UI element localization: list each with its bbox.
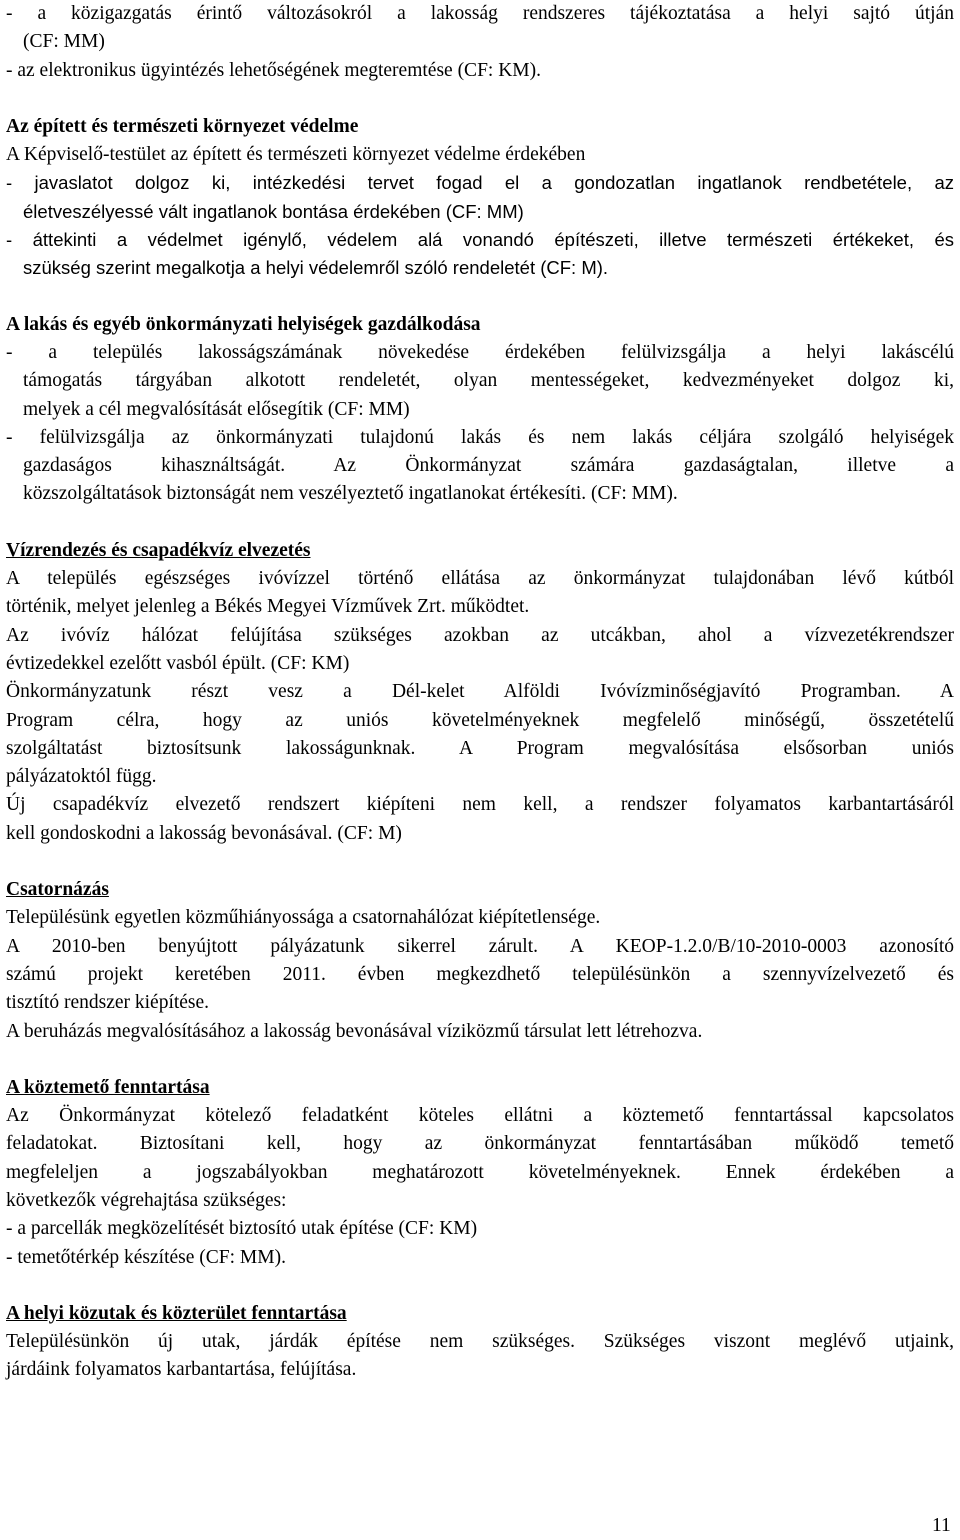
paragraph-line: szükség szerint megalkotja a helyi védelemről szóló rendeletét (CF: M). (23, 257, 609, 279)
intro-line-2: (CF: MM) (23, 31, 105, 53)
paragraph-line: - felülvizsgálja az önkormányzati tulajdonú lakás és nem lakás céljára szolgáló helyiségek (6, 426, 954, 448)
paragraph-line: Új csapadékvíz elvezető rendszert kiépíteni nem kell, a rendszer folyamatos karbantartásáról (6, 794, 954, 816)
paragraph-line: Településünk egyetlen közműhiányossága a csatornahálózat kiépítetlensége. (6, 907, 601, 929)
paragraph-line: A település egészséges ivóvízzel történő ellátása az önkormányzat tulajdonában lévő kútból (6, 568, 954, 590)
paragraph-line: szolgáltatást biztosítsunk lakosságunknak. A Program megvalósítása elsősorban uniós (6, 737, 954, 759)
section-title: A lakás és egyéb önkormányzati helyiségek gazdálkodása (6, 313, 481, 335)
intro-block (6, 0, 954, 85)
section-title: A köztemető fenntartása (6, 1076, 210, 1098)
paragraph-line: gazdaságos kihasználtságát. Az Önkormányzat számára gazdaságtalan, illetve a (23, 455, 954, 477)
paragraph-line: - javaslatot dolgoz ki, intézkedési tervet fogad el a gondozatlan ingatlanok rendbetétele, az (6, 172, 954, 194)
document-page (6, 0, 954, 1385)
paragraph-line: számú projekt keretében 2011. évben megkezdhető településünkön a szennyvízelvezető és (6, 963, 954, 985)
paragraph-line: életveszélyessé vált ingatlanok bontása érdekében (CF: MM) (23, 200, 524, 222)
intro-line-3: - az elektronikus ügyintézés lehetőségének megteremtése (CF: KM). (6, 59, 541, 81)
section-title: Csatornázás (6, 879, 109, 901)
intro-line-1: - a közigazgatás érintő változásokról a lakosság rendszeres tájékoztatása a helyi sajtó útján (6, 3, 954, 24)
paragraph-line: Az ivóvíz hálózat felújítása szükséges azokban az utcákban, ahol a vízvezetékrendszer (6, 624, 954, 646)
section-sewerage (6, 876, 954, 1046)
section-title: Az épített és természeti környezet védelme (6, 115, 359, 137)
paragraph-line: közszolgáltatások biztonságát nem veszélyeztető ingatlanokat értékesíti. (CF: MM). (23, 483, 678, 505)
paragraph-line: pályázatoktól függ. (6, 766, 157, 788)
paragraph-line: támogatás tárgyában alkotott rendeletét, olyan mentességeket, kedvezményeket dolgoz ki, (23, 370, 954, 392)
section-title: Vízrendezés és csapadékvíz elvezetés (6, 539, 311, 561)
paragraph-line: - temetőtérkép készítése (CF: MM). (6, 1246, 286, 1268)
paragraph-line: járdáink folyamatos karbantartása, felújítása. (6, 1359, 357, 1381)
paragraph-line: történik, melyet jelenleg a Békés Megyei Vízművek Zrt. működtet. (6, 596, 530, 618)
paragraph-line: kell gondoskodni a lakosság bevonásával. (CF: M) (6, 822, 402, 844)
section-environment (6, 113, 954, 283)
paragraph-line: A beruházás megvalósításához a lakosság bevonásával víziközmű társulat lett létrehozva. (6, 1020, 703, 1042)
paragraph-line: megfeleljen a jogszabályokban meghatározott követelményeknek. Ennek érdekében a (6, 1161, 954, 1183)
section-housing (6, 311, 954, 509)
paragraph-line: A Képviselő-testület az épített és természeti környezet védelme érdekében (6, 144, 586, 166)
paragraph-line: - áttekinti a védelmet igénylő, védelem alá vonandó építészeti, illetve természeti értékeket, és (6, 229, 954, 251)
section-roads (6, 1300, 954, 1385)
page-number: 11 (932, 1515, 951, 1536)
section-cemetery (6, 1074, 954, 1272)
paragraph-line: feladatokat. Biztosítani kell, hogy az önkormányzat fenntartásában működő temető (6, 1133, 954, 1155)
paragraph-line: - a település lakosságszámának növekedése érdekében felülvizsgálja a helyi lakáscélú (6, 341, 954, 363)
paragraph-line: Az Önkormányzat kötelező feladatként köteles ellátni a köztemető fenntartással kapcsolatos (6, 1105, 954, 1127)
paragraph-line: melyek a cél megvalósítását elősegítik (CF: MM) (23, 398, 410, 420)
paragraph-line: Program célra, hogy az uniós követelményeknek megfelelő minőségű, összetételű (6, 709, 954, 731)
paragraph-line: Önkormányzatunk részt vesz a Dél-kelet Alföldi Ivóvízminőségjavító Programban. A (6, 681, 954, 703)
paragraph-line: Településünkön új utak, járdák építése nem szükséges. Szükséges viszont meglévő utjaink, (6, 1331, 954, 1353)
paragraph-line: következők végrehajtása szükséges: (6, 1189, 287, 1211)
paragraph-line: - a parcellák megközelítését biztosító utak építése (CF: KM) (6, 1218, 478, 1240)
paragraph-line: A 2010-ben benyújtott pályázatunk sikerrel zárult. A KEOP-1.2.0/B/10-2010-0003 azonosító (6, 935, 954, 957)
section-title: A helyi közutak és közterület fenntartása (6, 1302, 347, 1324)
paragraph-line: tisztító rendszer kiépítése. (6, 992, 210, 1014)
section-water (6, 537, 954, 848)
paragraph-line: évtizedekkel ezelőtt vasból épült. (CF: KM) (6, 652, 350, 674)
